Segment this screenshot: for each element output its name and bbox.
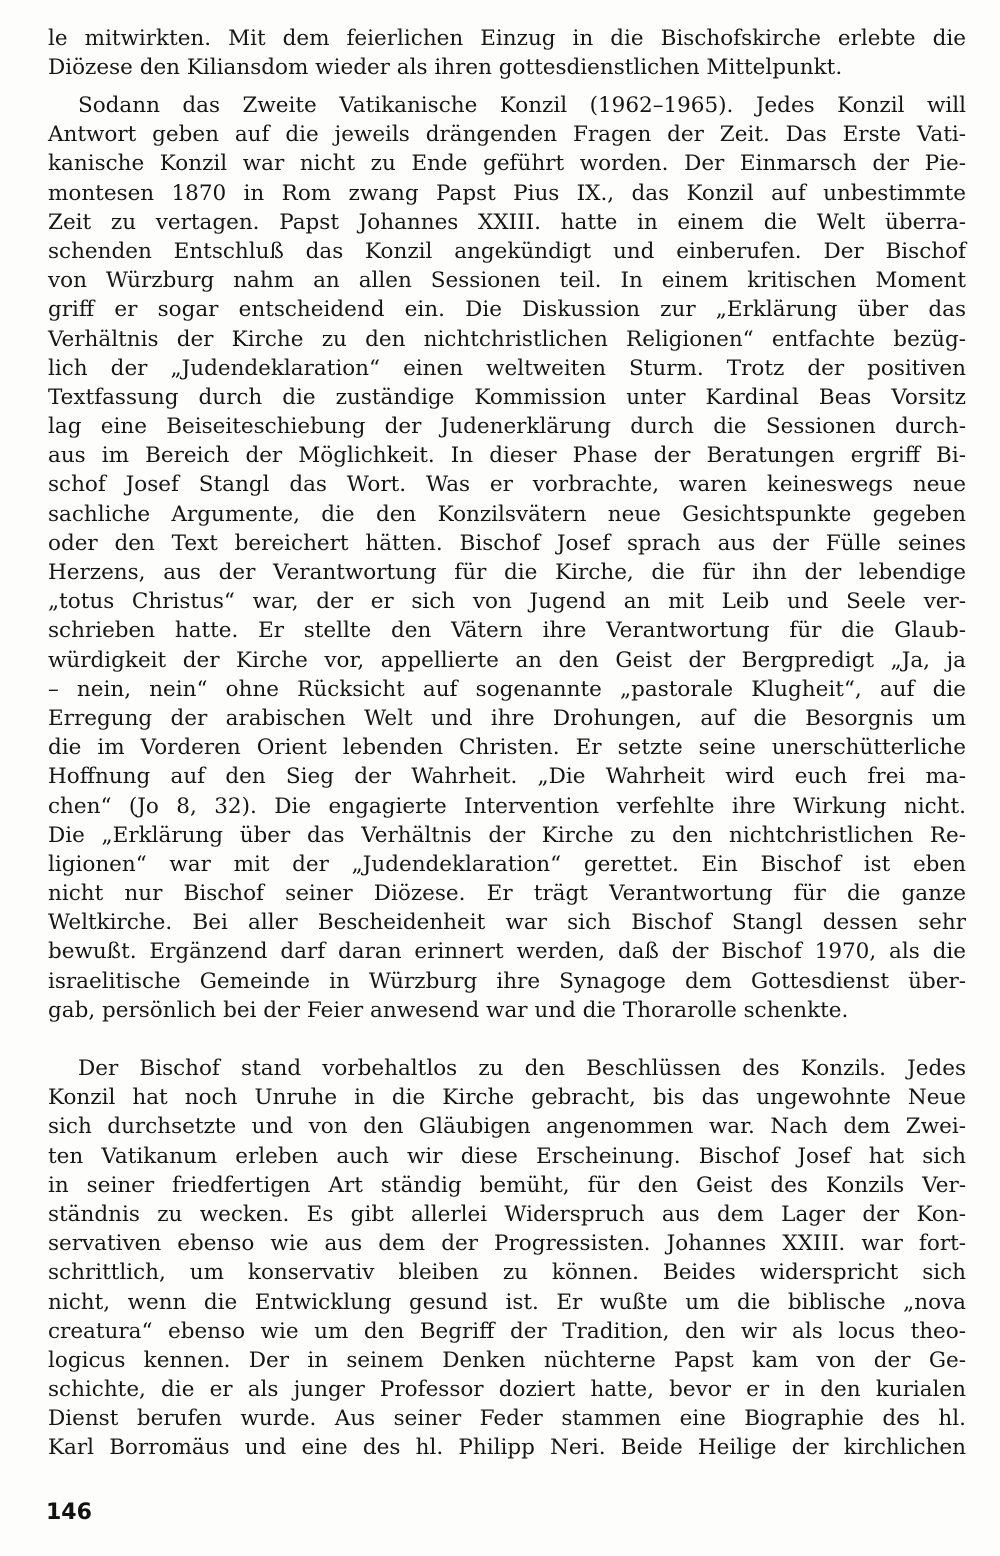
text-line: Herzens, aus der Verantwortung für die Kirche, die für ihn der lebendige	[48, 560, 966, 585]
text-line: Konzil hat noch Unruhe in die Kirche gebracht, bis das ungewohnte Neue	[48, 1085, 966, 1111]
text-line: gab, persönlich bei der Feier anwesend war und die Thorarolle schenkte.	[48, 997, 849, 1023]
text-line: Karl Borromäus und eine des hl. Philipp Neri. Beide Heilige der kirchlichen	[48, 1435, 966, 1461]
text-line: bewußt. Ergänzend darf daran erinnert werden, daß der Bischof 1970, als die	[48, 939, 966, 965]
text-line: Sodann das Zweite Vatikanische Konzil (1962–1965). Jedes Konzil will	[78, 93, 966, 118]
text-line: lag eine Beiseiteschiebung der Judenerklärung durch die Sessionen durch-	[48, 414, 966, 440]
text-line: in seiner friedfertigen Art ständig bemüht, für den Geist des Konzils Ver-	[48, 1172, 966, 1198]
text-line: die im Vorderen Orient lebenden Christen. Er setzte seine unerschütterliche	[48, 735, 966, 761]
text-line: oder den Text bereichert hätten. Bischof Josef sprach aus der Fülle seines	[48, 530, 966, 556]
text-line: Antwort geben auf die jeweils drängenden Fragen der Zeit. Das Erste Vati-	[48, 122, 966, 148]
text-line: griff er sogar entscheidend ein. Die Diskussion zur „Erklärung über das	[48, 297, 966, 323]
text-line: nicht nur Bischof seiner Diözese. Er trägt Verantwortung für die ganze	[48, 881, 966, 907]
text-line: – nein, nein“ ohne Rücksicht auf sogenannte „pastorale Klugheit“, auf die	[48, 676, 966, 702]
text-line: ligionen“ war mit der „Judendeklaration“ gerettet. Ein Bischof ist eben	[48, 851, 966, 877]
paragraph-2	[48, 91, 966, 1025]
text-line: schrittlich, um konservativ bleiben zu können. Beides widerspricht sich	[48, 1260, 966, 1286]
text-line: israelitische Gemeinde in Würzburg ihre Synagoge dem Gottesdienst über-	[48, 968, 966, 994]
text-line: schrieben hatte. Er stellte den Vätern ihre Verantwortung für die Glaub-	[48, 618, 966, 644]
text-line: „totus Christus“ war, der er sich von Jugend an mit Leib und Seele ver-	[48, 589, 966, 615]
text-line: chen“ (Jo 8, 32). Die engagierte Intervention verfehlte ihre Wirkung nicht.	[48, 793, 966, 819]
text-line: montesen 1870 in Rom zwang Papst Pius IX., das Konzil auf unbestimmte	[48, 180, 966, 206]
text-line: Weltkirche. Bei aller Bescheidenheit war sich Bischof Stangl dessen sehr	[48, 910, 966, 936]
text-line: nicht, wenn die Entwicklung gesund ist. Er wußte um die biblische „nova	[48, 1289, 966, 1315]
paragraph-1	[48, 24, 966, 82]
text-line: Erregung der arabischen Welt und ihre Drohungen, auf die Besorgnis um	[48, 705, 966, 731]
text-line: sachliche Argumente, die den Konzilsvätern neue Gesichtspunkte gegeben	[48, 501, 966, 527]
text-line: creatura“ ebenso wie um den Begriff der Tradition, den wir als locus theo-	[48, 1318, 966, 1344]
text-line: logicus kennen. Der in seinem Denken nüchterne Papst kam von der Ge-	[48, 1347, 966, 1373]
page-number: 146	[46, 1500, 92, 1525]
text-line: aus im Bereich der Möglichkeit. In dieser Phase der Beratungen ergriff Bi-	[48, 443, 966, 469]
text-line: ten Vatikanum erleben auch wir diese Erscheinung. Bischof Josef hat sich	[48, 1143, 966, 1169]
text-line: würdigkeit der Kirche vor, appellierte an den Geist der Bergpredigt „Ja, ja	[48, 647, 966, 673]
text-line: ständnis zu wecken. Es gibt allerlei Widerspruch aus dem Lager der Kon-	[48, 1201, 966, 1227]
text-line: lich der „Judendeklaration“ einen weltweiten Sturm. Trotz der positiven	[48, 355, 966, 381]
text-line: Dienst berufen wurde. Aus seiner Feder stammen eine Biographie des hl.	[48, 1406, 966, 1432]
text-line: Hoffnung auf den Sieg der Wahrheit. „Die Wahrheit wird euch frei ma-	[48, 764, 966, 790]
text-line: servativen ebenso wie aus dem der Progressisten. Johannes XXIII. war fort-	[48, 1231, 966, 1257]
text-line: Der Bischof stand vorbehaltlos zu den Beschlüssen des Konzils. Jedes	[78, 1056, 966, 1081]
text-line: schichte, die er als junger Professor doziert hatte, bevor er in den kurialen	[48, 1377, 966, 1403]
text-line: Zeit zu vertagen. Papst Johannes XXIII. hatte in einem die Welt überra-	[48, 209, 966, 235]
text-line: kanische Konzil war nicht zu Ende geführt worden. Der Einmarsch der Pie-	[48, 151, 966, 177]
text-line: sich durchsetzte und von den Gläubigen angenommen war. Nach dem Zwei-	[48, 1114, 966, 1140]
text-line: Die „Erklärung über das Verhältnis der Kirche zu den nichtchristlichen Re-	[48, 822, 966, 848]
text-line: Verhältnis der Kirche zu den nichtchristlichen Religionen“ entfachte bezüg-	[48, 326, 966, 352]
text-line: Textfassung durch die zuständige Kommission unter Kardinal Beas Vorsitz	[48, 384, 966, 410]
text-line: le mitwirkten. Mit dem feierlichen Einzug in die Bischofskirche erlebte die	[48, 26, 966, 51]
paragraph-3	[48, 1054, 966, 1463]
text-line: Diözese den Kiliansdom wieder als ihren gottesdienstlichen Mittelpunkt.	[48, 55, 843, 81]
text-line: schenden Entschluß das Konzil angekündigt und einberufen. Der Bischof	[48, 238, 966, 264]
text-line: von Würzburg nahm an allen Sessionen teil. In einem kritischen Moment	[48, 268, 966, 294]
text-line: schof Josef Stangl das Wort. Was er vorbrachte, waren keineswegs neue	[48, 472, 966, 498]
